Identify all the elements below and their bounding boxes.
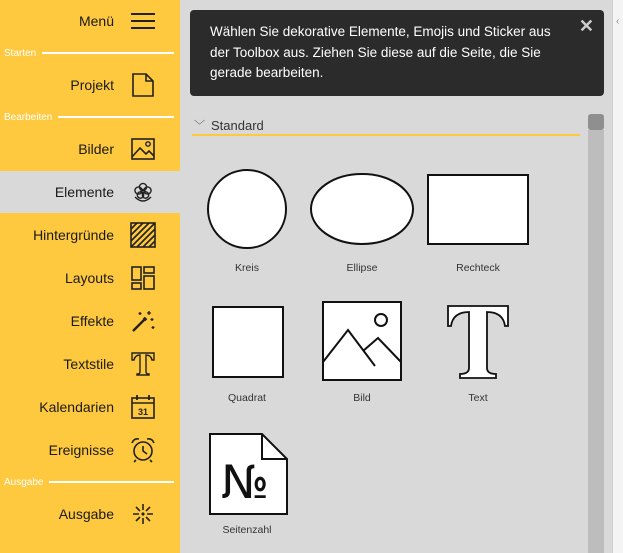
section-starten xyxy=(0,46,180,60)
category-label: Standard xyxy=(211,117,264,133)
text-shape xyxy=(436,300,520,384)
scrollbar-thumb[interactable] xyxy=(588,114,604,130)
magic-wand-icon xyxy=(130,308,156,334)
collapse-chevron-icon[interactable]: ‹ xyxy=(616,16,620,27)
rectangle-shape xyxy=(423,168,533,252)
layout-icon xyxy=(130,265,156,291)
info-tooltip xyxy=(190,10,604,96)
square-shape xyxy=(205,300,289,384)
calendar-icon xyxy=(130,394,156,420)
section-label-ausgabe: Ausgabe xyxy=(4,476,44,488)
element-ellipse[interactable] xyxy=(307,168,417,274)
ellipse-shape xyxy=(307,168,417,252)
sidebar-item-elemente[interactable] xyxy=(0,171,180,213)
document-icon xyxy=(130,72,156,98)
circle-shape xyxy=(205,168,289,252)
sidebar-item-kalendarien[interactable] xyxy=(0,386,180,428)
text-style-icon xyxy=(130,351,156,377)
flower-icon xyxy=(130,179,156,205)
image-icon xyxy=(130,136,156,162)
sidebar-item-label: Ausgabe xyxy=(58,506,114,522)
hamburger-icon xyxy=(130,8,156,34)
sidebar-item-label: Bilder xyxy=(78,141,114,157)
element-text[interactable] xyxy=(423,300,533,404)
close-icon[interactable]: ✕ xyxy=(578,16,594,36)
picture-shape xyxy=(320,300,404,384)
chevron-down-icon: ﹀ xyxy=(194,120,205,132)
sidebar xyxy=(0,0,180,553)
element-seitenzahl[interactable] xyxy=(192,432,302,536)
section-divider xyxy=(42,52,174,54)
element-label: Kreis xyxy=(235,262,259,274)
element-label: Seitenzahl xyxy=(222,524,272,536)
scrollbar-rail[interactable] xyxy=(588,130,604,553)
sidebar-item-label: Layouts xyxy=(64,270,114,286)
menu-label: Menü xyxy=(78,13,114,29)
element-label: Quadrat xyxy=(228,392,266,404)
sidebar-item-ausgabe[interactable] xyxy=(0,493,180,535)
page-number-shape xyxy=(205,432,289,516)
sidebar-item-label: Kalendarien xyxy=(39,399,114,415)
element-kreis[interactable] xyxy=(192,168,302,274)
sidebar-item-label: Elemente xyxy=(54,184,114,200)
sidebar-item-textstile[interactable] xyxy=(0,343,180,385)
page-number-glyph: № xyxy=(221,455,269,509)
element-bild[interactable] xyxy=(307,300,417,404)
sidebar-item-label: Ereignisse xyxy=(48,442,114,458)
section-ausgabe xyxy=(0,475,180,489)
menu-button[interactable] xyxy=(0,0,180,42)
section-bearbeiten xyxy=(0,110,180,124)
category-header-standard[interactable] xyxy=(192,116,580,136)
stripes-icon xyxy=(130,222,156,248)
sidebar-item-hintergruende[interactable] xyxy=(0,214,180,256)
section-divider xyxy=(49,481,174,483)
sidebar-item-layouts[interactable] xyxy=(0,257,180,299)
sidebar-item-ereignisse[interactable] xyxy=(0,429,180,471)
element-label: Rechteck xyxy=(456,262,500,274)
element-label: Text xyxy=(468,392,488,404)
sidebar-item-label: Hintergründe xyxy=(33,227,114,243)
sidebar-item-bilder[interactable] xyxy=(0,128,180,170)
sidebar-item-label: Effekte xyxy=(70,313,114,329)
panel-edge xyxy=(612,0,623,553)
element-quadrat[interactable] xyxy=(192,300,302,404)
element-rechteck[interactable] xyxy=(423,168,533,274)
section-label-starten: Starten xyxy=(4,47,37,59)
calendar-day: 31 xyxy=(137,407,149,417)
element-label: Ellipse xyxy=(346,262,378,274)
sidebar-item-effekte[interactable] xyxy=(0,300,180,342)
sidebar-item-label: Projekt xyxy=(70,77,114,93)
element-label: Bild xyxy=(353,392,371,404)
tooltip-text: Wählen Sie dekorative Elemente, Emojis und Sticker aus der Toolbox aus. Ziehen Sie diese auf die Seite, die Sie gerade bearbeiten. xyxy=(210,24,551,80)
sidebar-item-label: Textstile xyxy=(63,356,114,372)
alarm-clock-icon xyxy=(130,437,156,463)
sparkle-icon xyxy=(130,501,156,527)
section-divider xyxy=(58,116,174,118)
section-label-bearbeiten: Bearbeiten xyxy=(4,111,53,123)
sidebar-item-projekt[interactable] xyxy=(0,64,180,106)
